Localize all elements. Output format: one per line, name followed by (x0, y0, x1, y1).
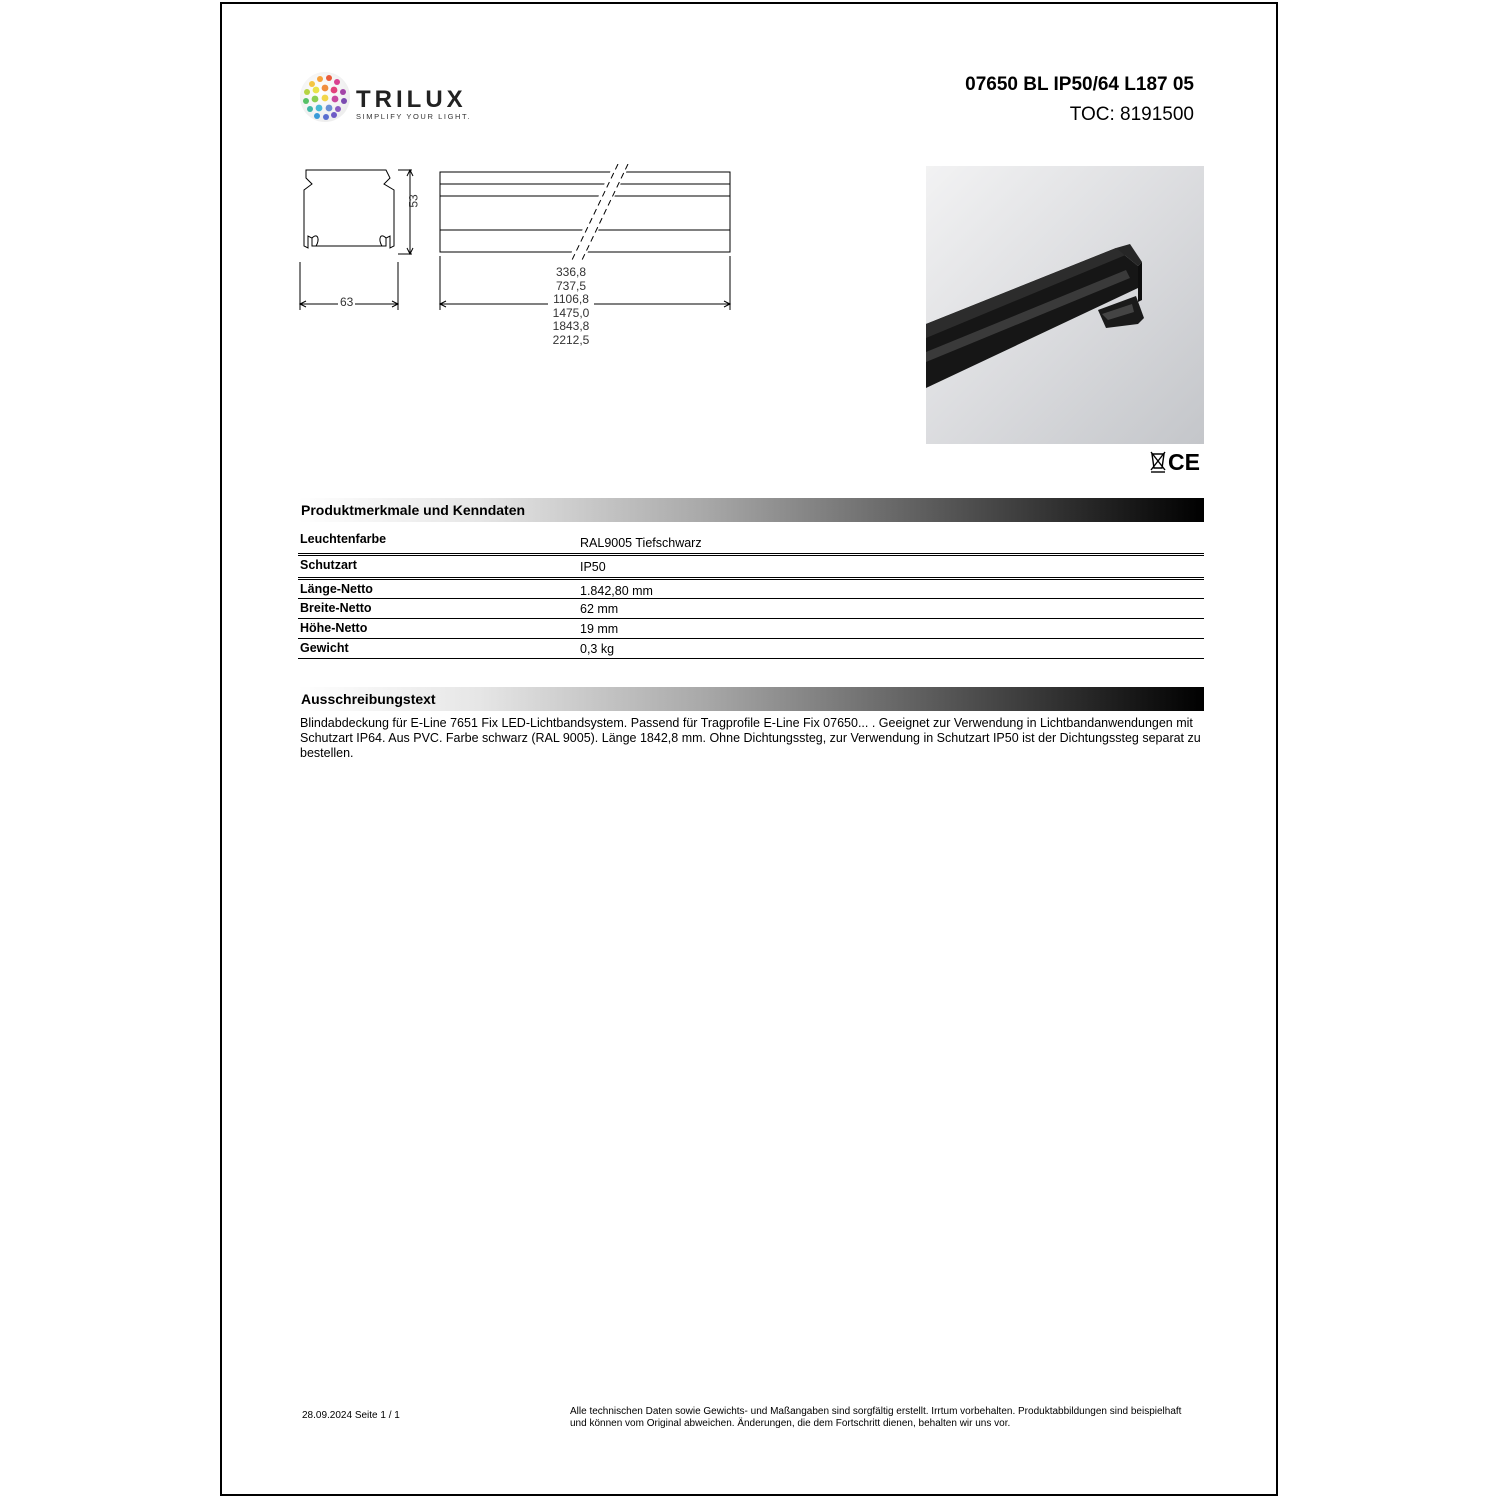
weee-icon (1151, 452, 1165, 472)
spec-label: Leuchtenfarbe (300, 532, 387, 546)
table-row (298, 618, 1204, 638)
tender-section-header (298, 687, 1204, 711)
datasheet-page (220, 2, 1278, 1496)
length-option: 737,5 (555, 278, 587, 293)
drawing-width-label: 63 (340, 295, 354, 309)
table-row (298, 578, 1204, 598)
length-options (548, 266, 594, 347)
spec-table (298, 532, 1204, 659)
spec-value: 1.842,80 mm (580, 583, 653, 598)
table-row (298, 532, 1204, 554)
spec-label: Höhe-Netto (300, 620, 368, 635)
drawing-height-label: 53 (406, 194, 421, 208)
spec-value: IP50 (580, 559, 606, 574)
spec-value: RAL9005 Tiefschwarz (580, 536, 702, 550)
tender-heading: Ausschreibungstext (301, 691, 436, 707)
toc-number: TOC: 8191500 (1069, 104, 1194, 125)
spec-value: 62 mm (580, 601, 619, 616)
length-option: 336,8 (555, 265, 587, 279)
spec-label: Gewicht (300, 640, 349, 655)
length-option: 2212,5 (552, 332, 590, 347)
trilux-logo (298, 70, 508, 126)
product-photo (926, 166, 1204, 444)
spec-value: 0,3 kg (580, 641, 615, 656)
footer-date-page: 28.09.2024 Seite 1 / 1 (302, 1410, 400, 1421)
table-row (298, 638, 1204, 658)
logo-sphere-icon (298, 70, 352, 124)
table-row (298, 554, 1204, 578)
footer-disclaimer: Alle technischen Daten sowie Gewichts- und Maßangaben sind sorgfältig erstellt. Irrtum vorbehalten. Produktabbildungen sind beispielhaft und können vom Original abweichen. Änderungen, die dem Fortschritt dienen, behalten wir uns vor. (570, 1406, 1182, 1429)
profile-render (926, 166, 1204, 444)
logo-wordmark: TRILUX (356, 86, 467, 113)
spec-label: Schutzart (300, 557, 357, 572)
length-option: 1475,0 (552, 305, 590, 320)
table-row (298, 598, 1204, 618)
tender-description: Blindabdeckung für E-Line 7651 Fix LED-Lichtbandsystem. Passend für Tragprofile E-Line Fix 07650... . Geeignet zur Verwendung in Lichtbandanwendungen mit Schutzart IP64. Aus PVC. Farbe schwarz (RAL 9005). Länge 1842,8 mm. Ohne Dichtungssteg, zur Verwendung in Schutzart IP50 ist der Dichtungssteg separat zu bestellen. (300, 716, 1201, 760)
ce-mark-icon: CE (1168, 449, 1200, 474)
spec-label: Länge-Netto (300, 581, 373, 596)
length-option: 1106,8 (553, 292, 589, 306)
product-title: 07650 BL IP50/64 L187 05 (965, 74, 1194, 95)
spec-value: 19 mm (580, 621, 619, 636)
certification-marks (1148, 448, 1204, 474)
spec-label: Breite-Netto (300, 600, 372, 615)
logo-tagline: SIMPLIFY YOUR LIGHT. (356, 112, 472, 121)
features-heading: Produktmerkmale und Kenndaten (301, 502, 526, 518)
length-option: 1843,8 (552, 319, 590, 333)
features-section-header (298, 498, 1204, 522)
technical-drawing (294, 164, 734, 354)
